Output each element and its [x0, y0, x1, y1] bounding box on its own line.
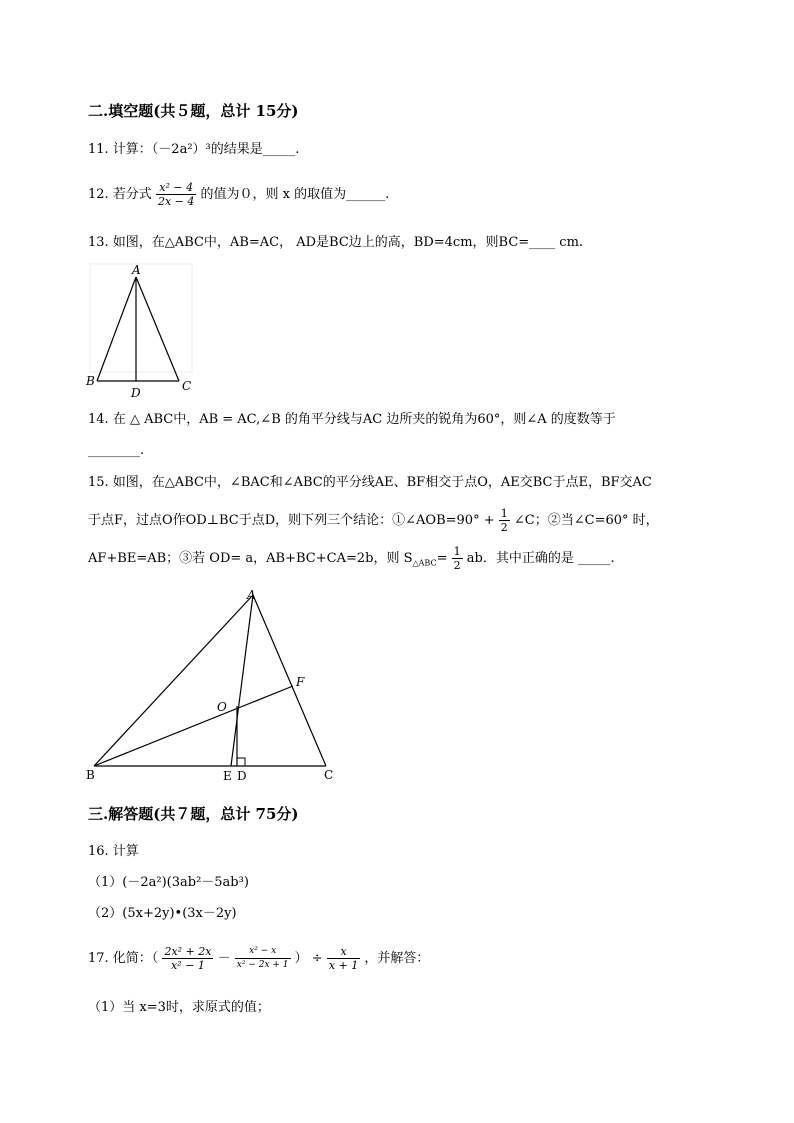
question-15-line-3 [88, 544, 615, 579]
fraction-numerator: x² − x [235, 945, 291, 959]
label-a: A [132, 263, 141, 277]
fraction-denominator: 2x − 4 [157, 195, 195, 208]
question-15-line-3b: = [436, 551, 448, 566]
side-ac [136, 277, 179, 381]
figure-15-triangle [80, 585, 340, 785]
area-subscript: △ABC [412, 558, 437, 568]
fraction-denominator: 2 [453, 559, 461, 572]
bisector-ae [231, 595, 253, 766]
side-ac [253, 595, 326, 766]
question-15-line-2 [88, 506, 659, 536]
bisector-bf [94, 686, 293, 766]
fraction-denominator: x² − 2x + 1 [236, 960, 289, 970]
question-14-line-2: ________. [88, 443, 145, 458]
side-ab [97, 277, 136, 381]
question-15-half-fraction [499, 507, 510, 534]
fraction-numerator: 2x² + 2x [164, 945, 212, 958]
section-3-title: 三.解答题(共７题，总计 75分) [88, 805, 299, 823]
question-17 [88, 940, 429, 978]
question-11: 11. 计算：（－2a²）³的结果是_____. [88, 142, 300, 157]
question-14-line-1: 14. 在 △ ABC中，AB = AC,∠B 的角平分线与AC 边所夹的锐角为60°，则∠A 的度数等于 [88, 412, 616, 427]
question-12 [88, 178, 389, 212]
label-a: A [247, 588, 256, 602]
fraction-denominator: 2 [500, 521, 508, 534]
label-o: O [217, 700, 227, 714]
question-17-divide: ） ÷ [294, 951, 323, 966]
question-17-fraction-3 [327, 945, 360, 972]
question-15-line-1: 15. 如图，在△ABC中，∠BAC和∠ABC的平分线AE、BF相交于点O，AE交BC于点E，BF交AC [88, 475, 652, 490]
fraction-numerator: x [327, 945, 360, 959]
label-c: C [182, 379, 192, 393]
fraction-denominator: x² − 1 [171, 959, 205, 972]
question-15-line-3a: AF+BE=AB；③若 OD= a，AB+BC+CA=2b，则 S [88, 551, 413, 566]
question-17-prefix: 17. 化简：（ [88, 951, 159, 966]
question-15-line-2b: ∠C；②当∠C=60° 时， [513, 513, 659, 528]
question-12-fraction [156, 181, 196, 208]
question-15-half-fraction-2 [452, 545, 463, 572]
label-f: F [296, 675, 305, 689]
question-17-minus: － [217, 951, 231, 966]
label-e: E [223, 769, 232, 783]
question-17-suffix: ，并解答： [364, 951, 430, 966]
label-c: C [324, 768, 334, 782]
question-16-part-2: （2）(5x+2y)•(3x－2y) [88, 906, 237, 921]
question-12-suffix: 的值为０，则 x 的取值为______. [200, 187, 390, 202]
fraction-numerator: 1 [453, 545, 461, 558]
question-17-part-1: （1）当 x=3时，求原式的值； [88, 1000, 270, 1015]
side-ab [94, 595, 253, 766]
fraction-numerator: x² − 4 [156, 181, 196, 195]
question-16-title: 16. 计算 [88, 844, 139, 859]
label-d: D [237, 769, 247, 783]
question-13: 13. 如图，在△ABC中，AB=AC， AD是BC边上的高，BD=4cm，则BC=____ cm. [88, 235, 584, 250]
question-15-line-2a: 于点F，过点O作OD⊥BC于点D，则下列三个结论：①∠AOB=90° + [88, 513, 495, 528]
question-16-part-1: （1）(－2a²)(3ab²－5ab³) [88, 875, 249, 890]
figure-13-frame [90, 264, 192, 372]
question-17-fraction-1 [162, 945, 213, 972]
question-17-fraction-2 [235, 945, 291, 972]
section-2-title: 二.填空题(共５题，总计 15分) [88, 102, 299, 120]
figure-13-triangle [84, 260, 199, 400]
question-15-line-3c: ab．其中正确的是 _____. [466, 551, 615, 566]
right-angle-mark [237, 758, 245, 766]
label-d: D [131, 386, 141, 400]
fraction-numerator: 1 [500, 507, 508, 520]
label-b: B [86, 374, 95, 388]
label-b: B [86, 768, 95, 782]
fraction-denominator: x + 1 [328, 959, 359, 972]
question-12-prefix: 12. 若分式 [88, 187, 152, 202]
